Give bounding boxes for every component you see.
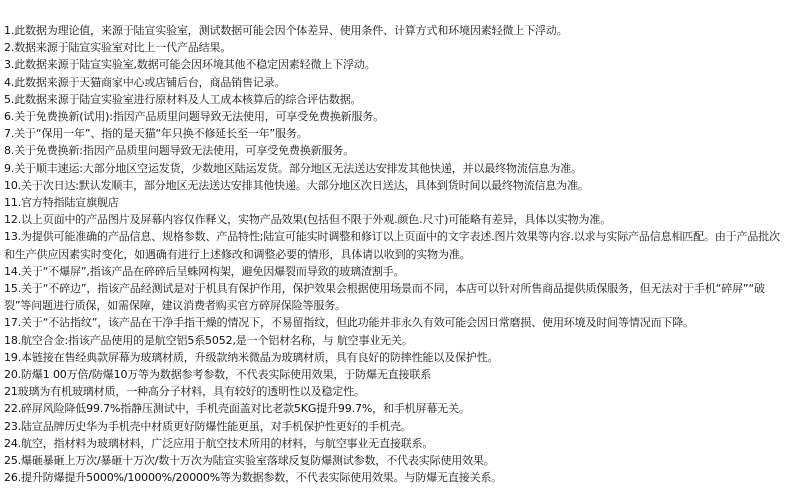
note-12: 12.以上页面中的产品图片及屏幕内容仅作释义，实物产品效果(包括但不限于外观.颜色.尺寸)可能略有差异，具体以实物为准。 xyxy=(4,213,612,227)
note-3: 3.此数据来源于陆宣实验室,数据可能会因环境其他不稳定因素轻微上下浮动。 xyxy=(4,58,376,72)
note-4: 4.此数据来源于天猫商家中心或店铺后台，商品销售记录。 xyxy=(4,75,286,89)
disclaimer-notes-list xyxy=(4,22,780,486)
note-11: 11.官方特指陆宣旗舰店 xyxy=(4,196,119,210)
note-21: 21玻璃为有机玻璃材质，一种高分子材料，具有较好的透明性以及稳定性。 xyxy=(4,385,365,399)
note-2: 2.数据来源于陆宣实验室对比上一代产品结果。 xyxy=(4,41,232,55)
note-17: 17.关于“不沾指纹”，该产品在干净手指干燥的情况下，不易留指纹，但此功能并非永久有效可能会因日常磨损、使用环境及时间等情况而下降。 xyxy=(4,316,694,330)
note-24: 24.航空，指材料为玻璃材料，广泛应用于航空技术所用的材料，与航空事业无直接联系。 xyxy=(4,436,434,450)
note-6: 6.关于免费换新(试用):指因产品质里问题导致无法使用，可享受免费换新服务。 xyxy=(4,110,385,124)
note-7: 7.关于“保用一年”、指的是天猫“年只换不修延长至一年”服务。 xyxy=(4,127,308,141)
note-15: 15.关于“不碎边”，指该产品经测试是对于机具有保护作用，保护效果会根据使用场景而不同，本店可以针对所售商品提供质保服务，但无法对于手机“碎屏”“破裂”等问题进行质保，如需保障，建议消费者购买官方碎屏保险等服务。 xyxy=(4,282,765,313)
note-13: 13.为提供可能准确的产品信息、规格参数、产品特性;陆宣可能实时调整和修订以上页面中的文字表述.图片效果等内容.以求与实际产品信息相匹配。由于产品批次和生产供应因素实时变化，如遇确有进行上述修改和调整必要的情形，具体请以收到的实物为准。 xyxy=(4,230,780,261)
note-23: 23.陆宣品牌历史华为手机壳中材质更好防爆性能更虽，对手机保护性更好的手机壳。 xyxy=(4,419,412,433)
note-8: 8.关于免费换新:指因产品质里问题导致无法使用，可享受免费换新服务。 xyxy=(4,144,355,158)
note-20: 20.防爆1 00万倍/防爆10万等为数据参考参数，不代表实际使用效果，于防爆无直接联系 xyxy=(4,368,432,382)
note-22: 22.碎屏风险降低99.7%指静压测试中，手机壳面盖对比老款5KG提升99.7%，和手机屏幕无关。 xyxy=(4,402,470,416)
note-9: 9.关于顺丰速运:大部分地区空运发货，少数地区陆运发货。部分地区无法送达安排发其他快递，并以最终物流信息为准。 xyxy=(4,161,582,175)
note-10: 10.关于次日达:默认发顺丰，部分地区无法送达安排其他快递。大部分地区次日送达，具体到货时间以最终物流信息为准。 xyxy=(4,178,589,192)
note-18: 18.航空合金:指该产品使用的是航空铝5系5052,是一个铝材名称，与 航空事业无关。 xyxy=(4,333,413,347)
note-25: 25.爆砸暴砸上万次/暴砸十万次/数十万次为陆宣实验室落球反复防爆测试参数，不代表实际使用效果。 xyxy=(4,454,495,468)
note-26: 26.提升防爆提升5000%/10000%/20000%等为数据参数，不代表实际使用效果。与防爆无直接关系。 xyxy=(4,471,503,485)
note-1: 1.此数据为理论值，来源于陆宣实验室，测试数据可能会因个体差异、使用条件、计算方式和环境因素轻微上下浮动。 xyxy=(4,24,568,37)
note-5: 5.此数据来源于陆宣实验室进行原材料及人工成本核算后的综合评估数据。 xyxy=(4,92,362,106)
note-19: 19.本链接在售经典款屏幕为玻璃材质，升级款纳米微晶为玻璃材质，具有良好的防摔性能以及保护性。 xyxy=(4,350,499,364)
note-14: 14.关于“不爆屏”,指该产品在碎碎后呈蛛网构架，避免因爆裂而导致的玻璃渣割手。 xyxy=(4,264,405,278)
